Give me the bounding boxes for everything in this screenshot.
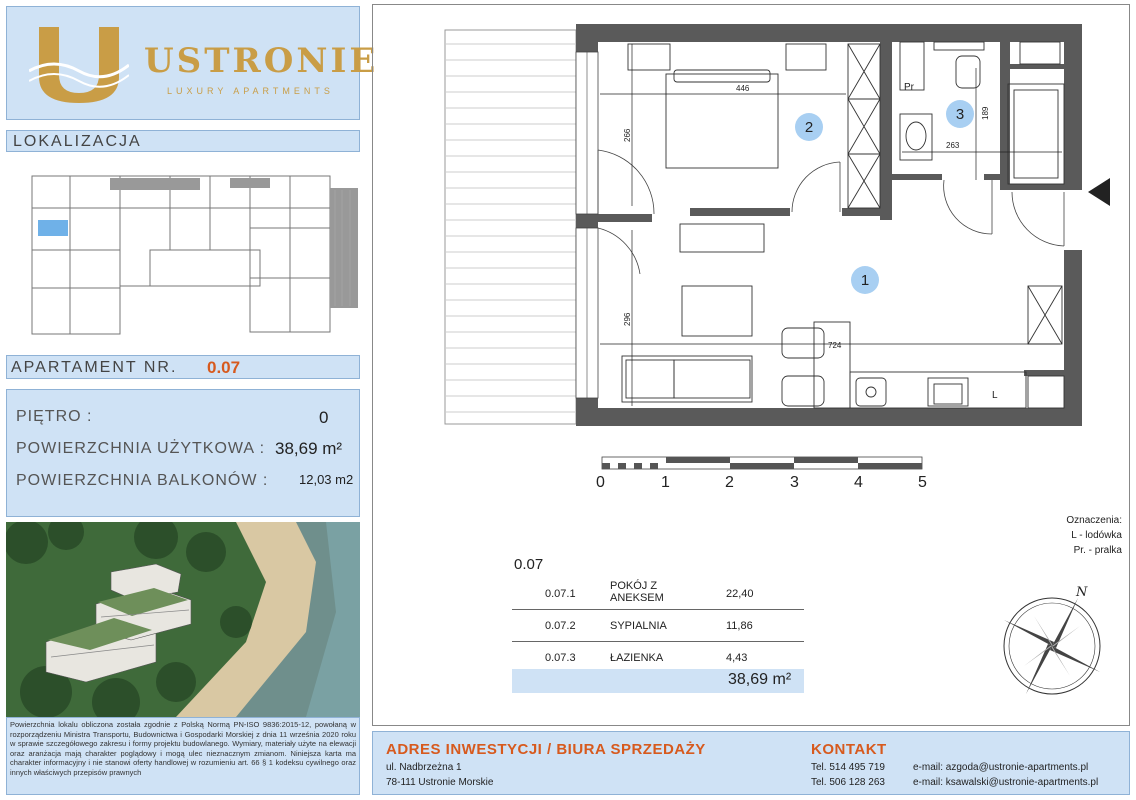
usable-area-label: POWIERZCHNIA UŻYTKOWA :	[16, 440, 266, 457]
room-id: 0.07.1	[545, 588, 576, 600]
compass-north-label: N	[1076, 585, 1088, 600]
rooms-total-value: 38,69 m²	[728, 671, 792, 688]
legal-note: Powierzchnia lokalu obliczona została zgodnie z Polską Normą PN-ISO 9836:2015-12, powołaną w rozporządzeniu Ministra Transportu, Budownictwa i Gospodarki Morskiej z dnia 11 września 2020 roku w sprawie szczegółowego zakresu i formy projektu budowlanego. Wymiary, materiały użyte na elewacji oraz aranżacja mają charakter poglądowy i mogą ulec nieznacznym zmianom. Niniejsza karta ma charakter informacyjny i nie stanowi oferty handlowej w rozumieniu art. 66 § 1 kodeksu cywilnego oraz innych właściwych przepisów prawnych	[6, 717, 360, 795]
scale-label-3: 3	[790, 474, 799, 491]
entrance-arrow-icon	[1088, 178, 1110, 206]
footer	[372, 731, 1130, 795]
balcony-area-label: POWIERZCHNIA BALKONÓW :	[16, 472, 269, 489]
washer-mark: Pr	[904, 82, 914, 93]
kitchen-cabinet	[1028, 286, 1064, 408]
email-2[interactable]: e-mail: ksawalski@ustronie-apartments.pl	[913, 777, 1099, 788]
phone-2: Tel. 506 128 263	[811, 777, 885, 788]
room-id: 0.07.2	[545, 620, 576, 632]
apartment-number: 0.07	[207, 358, 241, 377]
logo-panel	[6, 6, 379, 120]
room-area: 22,40	[726, 588, 754, 600]
location-header	[6, 130, 360, 152]
floor-value: 0	[319, 408, 329, 427]
usable-area-value: 38,69 m²	[275, 439, 343, 458]
address-line-1: ul. Nadbrzeżna 1	[386, 762, 462, 773]
apartment-number-bar	[6, 355, 360, 379]
scale-bar	[600, 455, 940, 471]
apartment-highlight	[38, 220, 68, 236]
brand-tagline: LUXURY APARTMENTS	[167, 86, 334, 96]
room-name: SYPIALNIA	[610, 620, 667, 632]
room-marker-1-label: 1	[860, 272, 870, 289]
floor-label: PIĘTRO :	[16, 408, 93, 425]
rooms-table-title: 0.07	[514, 556, 544, 573]
apartment-label: APARTAMENT NR.	[11, 359, 178, 376]
apartment-details	[6, 389, 360, 517]
dim-living-height: 296	[623, 312, 632, 326]
living-furniture	[622, 224, 1026, 408]
scale-label-5: 5	[918, 474, 927, 491]
table-row	[512, 578, 804, 610]
wardrobe	[848, 44, 880, 208]
dim-living-width: 724	[828, 341, 842, 350]
room-area: 11,86	[726, 620, 753, 632]
scale-label-0: 0	[596, 474, 605, 491]
address-heading: ADRES INWESTYCJI / BIURA SPRZEDAŻY	[386, 741, 706, 758]
brand-name: USTRONIE	[144, 41, 379, 81]
rooms-total-bar	[512, 669, 804, 693]
dim-bedroom-height: 266	[623, 128, 632, 142]
scale-label-2: 2	[725, 474, 734, 491]
legend-title: Oznaczenia:	[1066, 515, 1122, 526]
legend-item-washer: Pr. - pralka	[1073, 545, 1122, 556]
scale-label-1: 1	[661, 474, 670, 491]
room-name: ŁAZIENKA	[610, 652, 664, 664]
building-render-photo	[6, 522, 360, 717]
email-1[interactable]: e-mail: azgoda@ustronie-apartments.pl	[913, 762, 1089, 773]
room-name: POKÓJ Z ANEKSEM	[610, 580, 664, 604]
contact-heading: KONTAKT	[811, 741, 887, 758]
compass-rose-icon	[1000, 582, 1110, 702]
room-area: 4,43	[726, 652, 748, 664]
legend-item-fridge: L - lodówka	[1071, 530, 1122, 541]
rooms-table	[512, 578, 804, 674]
dim-bedroom-width: 446	[736, 84, 750, 93]
dim-bath-height: 189	[981, 106, 990, 120]
legend	[1052, 513, 1122, 558]
walls	[576, 24, 1082, 426]
room-marker-3-label: 3	[955, 106, 965, 123]
scale-label-4: 4	[854, 474, 863, 491]
balcony	[445, 30, 576, 424]
balcony-area-value: 12,03 m2	[299, 472, 354, 487]
room-id: 0.07.3	[545, 652, 576, 664]
fridge-mark: L	[992, 390, 998, 401]
phone-1: Tel. 514 495 719	[811, 762, 885, 773]
bed	[628, 44, 826, 168]
address-line-2: 78-111 Ustronie Morskie	[386, 777, 494, 788]
room-marker-2-label: 2	[804, 119, 814, 136]
location-header-text: LOKALIZACJA	[13, 133, 142, 150]
table-row	[512, 610, 804, 642]
logo-mark-icon	[29, 23, 129, 107]
dim-bath-width: 263	[946, 141, 960, 150]
location-floorplan-map	[30, 168, 360, 338]
doors	[598, 150, 1064, 274]
